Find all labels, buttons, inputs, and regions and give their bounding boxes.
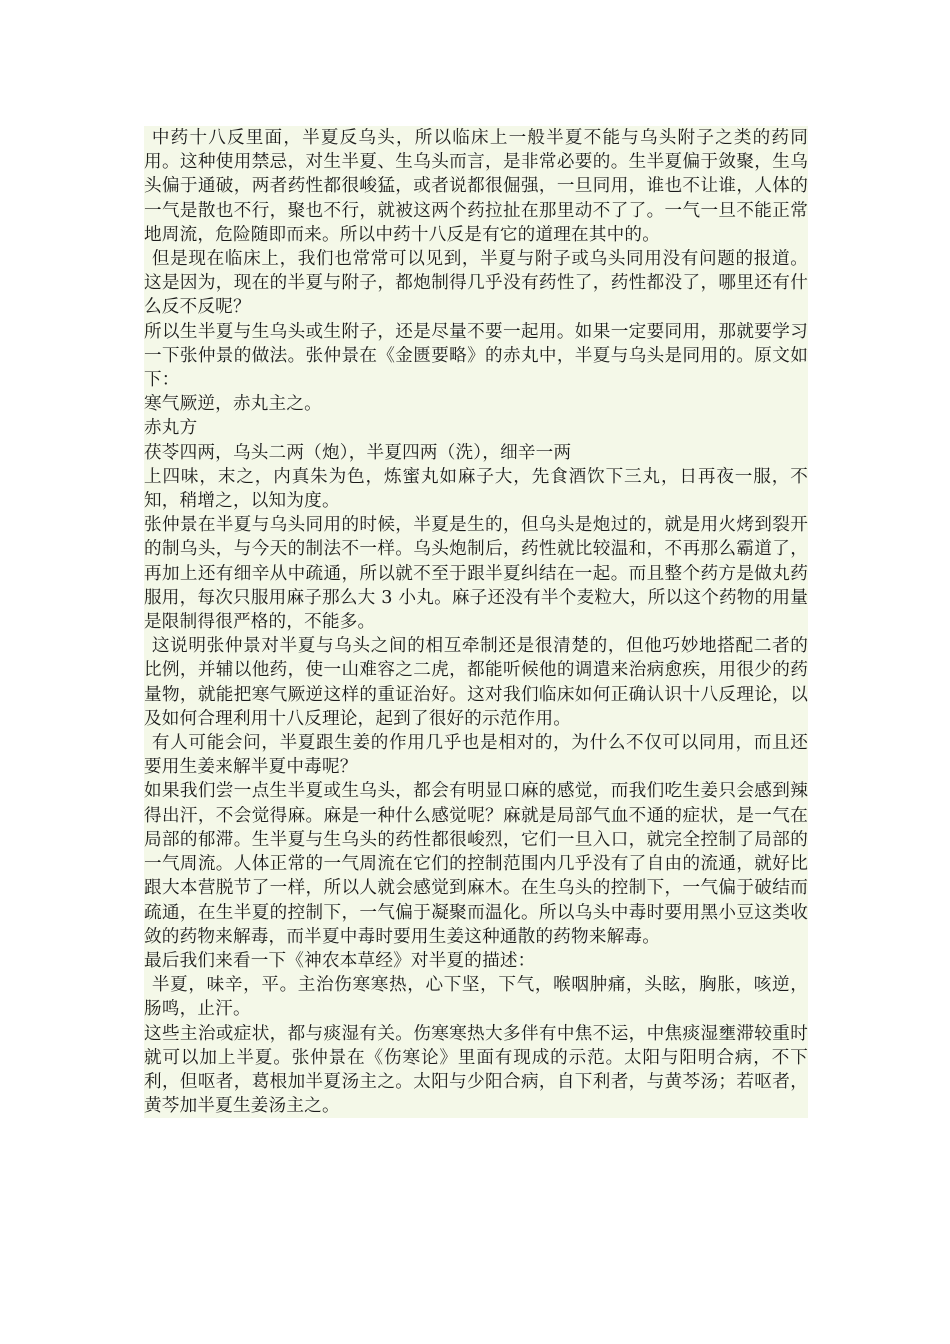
paragraph-modern-practice: 但是现在临床上，我们也常常可以见到，半夏与附子或乌头同用没有问题的报道。这是因为，现在的半夏与附子，都炮制得几乎没有药性了，药性都没了，哪里还有什么反不反呢？ xyxy=(144,249,808,318)
paragraph-shennong-intro: 最后我们来看一下《神农本草经》对半夏的描述： xyxy=(144,950,536,971)
paragraph-shennong-quote: 半夏，味辛，平。主治伤寒寒热，心下坚，下气，喉咽肿痛，头眩，胸胀，咳逆，肠鸣，止汗。 xyxy=(144,975,808,1020)
paragraph-zhang-method: 所以生半夏与生乌头或生附子，还是尽量不要一起用。如果一定要同用，那就要学习一下张仲景的做法。张仲景在《金匮要略》的赤丸中，半夏与乌头是同用的。原文如下： xyxy=(144,321,808,391)
paragraph-intro: 中药十八反里面，半夏反乌头，所以临床上一般半夏不能与乌头附子之类的药同用。这种使用禁忌，对生半夏、生乌头而言，是非常必要的。生半夏偏于敛聚，生乌头偏于通破，两者药性都很峻猛，或者说都很倔强，一旦同用，谁也不让谁，人体的一气是散也不行，聚也不行，就被这两个药拉扯在那里动不了了。一气一旦不能正常地周流，危险随即而来。所以中药十八反是有它的道理在其中的。 xyxy=(144,128,808,245)
paragraph-numbness: 如果我们尝一点生半夏或生乌头，都会有明显口麻的感觉，而我们吃生姜只会感到辣得出汗，不会觉得麻。麻是一种什么感觉呢？麻就是局部气血不通的症状，是一气在局部的郁滞。生半夏与生乌头的药性都很峻烈，它们一旦入口，就完全控制了局部的一气周流。人体正常的一气周流在它们的控制范围内几乎没有了自由的流通，就好比跟大本营脱节了一样，所以人就会感觉到麻木。在生乌头的控制下，一气偏于破结而疏通，在生半夏的控制下，一气偏于凝聚而温化。所以乌头中毒时要用黑小豆这类收敛的药物来解毒，而半夏中毒时要用生姜这种通散的药物来解毒。 xyxy=(144,781,808,947)
paragraph-conclusion: 这说明张仲景对半夏与乌头之间的相互牵制还是很清楚的，但他巧妙地搭配二者的比例，并辅以他药，使一山难容之二虎，都能听候他的调遣来治病愈疾，用很少的药量物，就能把寒气厥逆这样的重证治好。这对我们临床如何正确认识十八反理论，以及如何合理利用十八反理论，起到了很好的示范作用。 xyxy=(144,636,808,729)
paragraph-final: 这些主治或症状，都与痰湿有关。伤寒寒热大多伴有中焦不运，中焦痰湿壅滞较重时就可以加上半夏。张仲景在《伤寒论》里面有现成的示范。太阳与阳明合病，不下利，但呕者，葛根加半夏汤主之。太阳与少阳合病，自下利者，与黄芩汤；若呕者，黄芩加半夏生姜汤主之。 xyxy=(144,1023,808,1117)
paragraph-analysis: 张仲景在半夏与乌头同用的时候，半夏是生的，但乌头是炮过的，就是用火烤到裂开的制乌头，与今天的制法不一样。乌头炮制后，药性就比较温和，不再那么霸道了，再加上还有细辛从中疏通，所以就不至于跟半夏纠结在一起。而且整个药方是做丸药服用，每次只服用麻子那么大 3 小丸。麻子还没有半个麦粒大，所以这个药物的用量是限制得很严格的，不能多。 xyxy=(144,515,808,633)
paragraph-original-text: 寒气厥逆，赤丸主之。 xyxy=(144,394,322,415)
paragraph-formula-instructions: 上四味，末之，内真朱为色，炼蜜丸如麻子大，先食酒饮下三丸，日再夜一服，不知，稍增之，以知为度。 xyxy=(144,466,808,512)
paragraph-formula-title: 赤丸方 xyxy=(144,418,198,439)
article-body xyxy=(144,126,808,1118)
paragraph-question: 有人可能会问，半夏跟生姜的作用几乎也是相对的，为什么不仅可以同用，而且还要用生姜来解半夏中毒呢？ xyxy=(144,733,808,778)
paragraph-formula-ingredients: 茯苓四两，乌头二两（炮），半夏四两（洗），细辛一两 xyxy=(144,442,572,463)
